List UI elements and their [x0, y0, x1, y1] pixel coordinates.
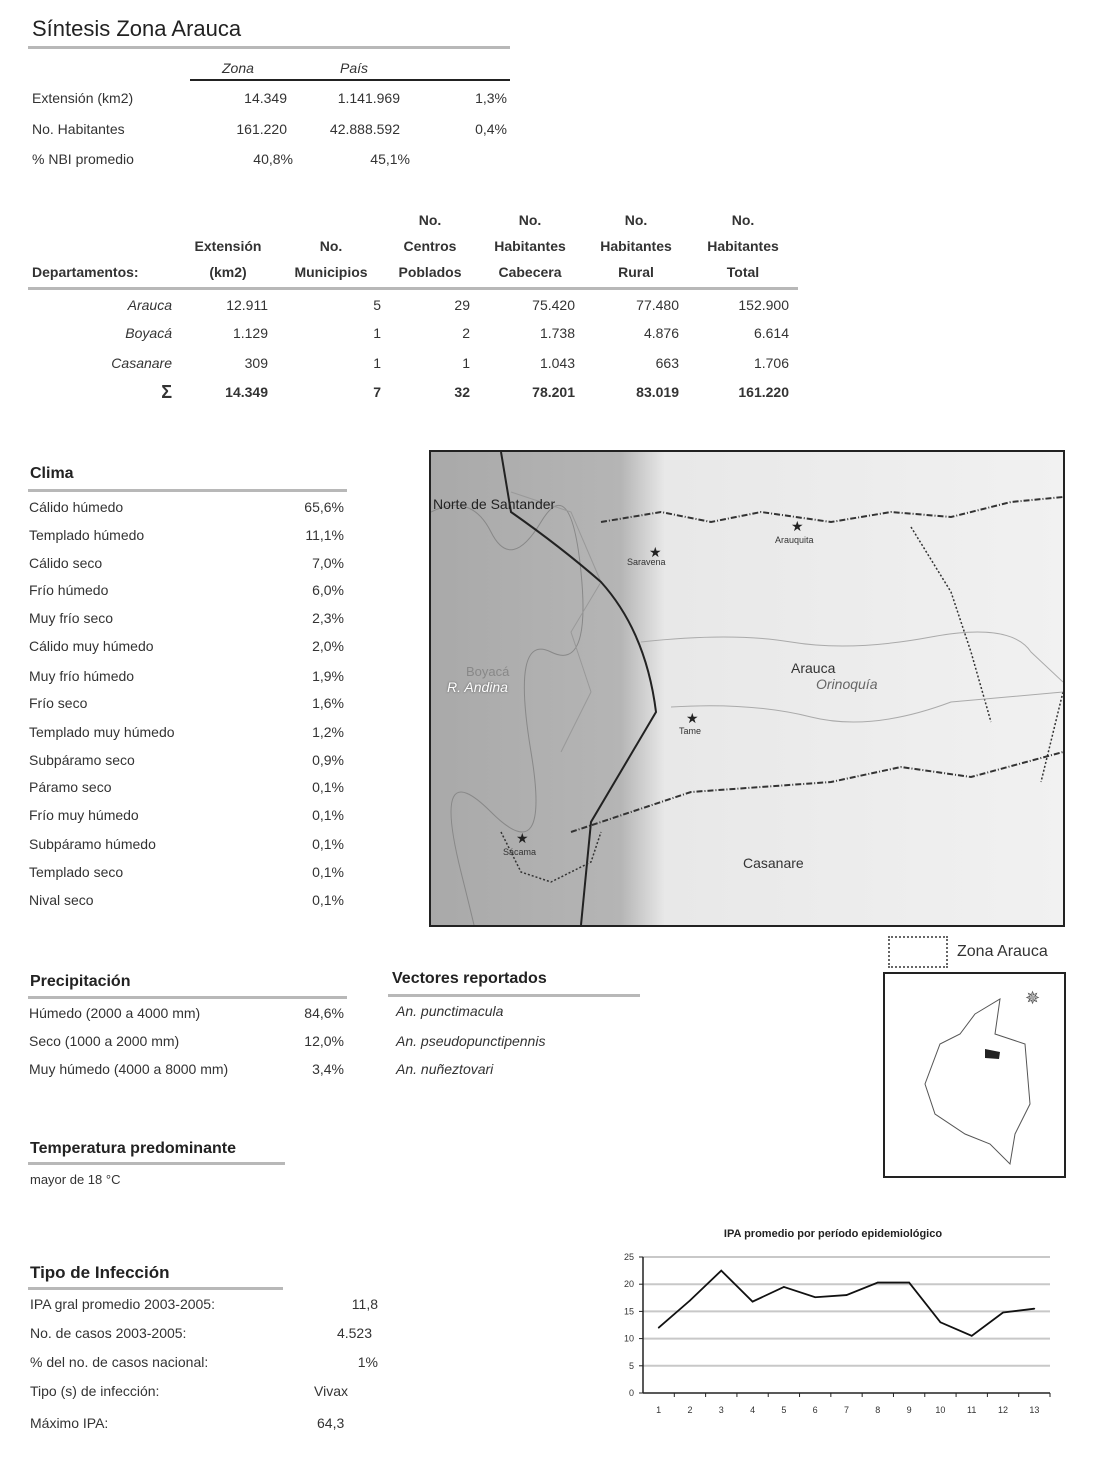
dept-header-municipios: Municipios [294, 264, 368, 280]
dept-cell-cab: 1.738 [539, 325, 575, 341]
page-title: Síntesis Zona Arauca [32, 16, 242, 41]
dept-total-cen: 32 [454, 384, 470, 400]
precipitacion-divider [28, 996, 347, 999]
x-tick-label: 12 [998, 1405, 1009, 1415]
summary-pais-value: 42.888.592 [329, 121, 400, 137]
summary-pct-value: 1,3% [475, 90, 507, 106]
precipitacion-title: Precipitación [30, 973, 131, 990]
dept-header-label: Departamentos: [32, 264, 139, 280]
y-tick-label: 10 [623, 1333, 634, 1344]
col-pais: País [340, 60, 369, 76]
map-label-saravena: Saravena [627, 557, 666, 567]
dept-cell-tot: 152.900 [738, 297, 789, 313]
dept-header-cabecera: Habitantes [494, 238, 566, 254]
x-tick-label: 8 [875, 1405, 881, 1415]
summary-pais-value: 45,1% [370, 151, 410, 167]
x-tick-label: 13 [1029, 1405, 1040, 1415]
clima-label: Frío seco [29, 695, 88, 711]
clima-value: 0,1% [312, 864, 344, 880]
inset-map-graphic [885, 974, 1064, 1176]
infeccion-label: No. de casos 2003-2005: [30, 1325, 187, 1341]
y-tick-label: 20 [623, 1279, 634, 1290]
ipa-data-point [752, 1301, 754, 1303]
dept-total-ext: 14.349 [225, 384, 268, 400]
col-zona: Zona [222, 60, 254, 76]
ipa-data-point [720, 1270, 722, 1272]
dept-header-centros: Poblados [398, 264, 462, 280]
inset-map [883, 972, 1066, 1178]
clima-value: 2,0% [312, 638, 344, 654]
precipitacion-label: Seco (1000 a 2000 mm) [29, 1033, 180, 1049]
dept-header-cabecera: Cabecera [498, 264, 562, 280]
clima-value: 1,2% [312, 724, 344, 740]
summary-zona-value: 161.220 [236, 121, 287, 137]
clima-value: 1,6% [312, 695, 344, 711]
clima-value: 7,0% [312, 555, 344, 571]
clima-label: Templado muy húmedo [29, 724, 175, 740]
dept-total-label: Σ [161, 382, 172, 402]
dept-cell-tot: 6.614 [753, 325, 789, 341]
clima-value: 2,3% [312, 610, 344, 626]
clima-value: 0,1% [312, 807, 344, 823]
precipitacion-label: Muy húmedo (4000 a 8000 mm) [29, 1061, 229, 1077]
temperatura-divider [28, 1162, 285, 1165]
saravena-marker-icon: ★ [649, 544, 662, 560]
dept-cell-rur: 663 [655, 355, 679, 371]
dept-cell-rur: 4.876 [643, 325, 679, 341]
summary-pct-value: 0,4% [475, 121, 507, 137]
sacama-marker-icon: ★ [516, 830, 529, 846]
dept-cell-mun: 5 [373, 297, 381, 313]
precipitacion-value: 3,4% [312, 1061, 344, 1077]
dept-header-rural: Habitantes [600, 238, 672, 254]
dept-cell-ext: 309 [244, 355, 268, 371]
dept-cell-tot: 1.706 [753, 355, 789, 371]
map-label-andina: R. Andina [447, 679, 508, 695]
y-tick-label: 25 [623, 1252, 634, 1262]
infeccion-title: Tipo de Infección [30, 1263, 170, 1282]
clima-value: 65,6% [304, 499, 344, 515]
precipitacion-value: 12,0% [304, 1033, 344, 1049]
dept-cell-cen: 29 [454, 297, 470, 313]
map-label-tame: Tame [679, 726, 702, 736]
dept-cell-ext: 12.911 [226, 297, 268, 313]
precipitacion-value: 84,6% [304, 1005, 344, 1021]
clima-label: Cálido húmedo [29, 499, 124, 515]
summary-header-line [190, 79, 510, 81]
map-label-sacama: Sácama [503, 847, 537, 857]
dept-header-total: Total [726, 264, 760, 280]
clima-divider [28, 489, 347, 492]
ipa-data-point [940, 1321, 942, 1323]
dept-row-name: Boyacá [125, 325, 172, 341]
x-tick-label: 2 [687, 1405, 693, 1415]
clima-label: Cálido muy húmedo [29, 638, 154, 654]
ipa-data-point [846, 1294, 848, 1296]
clima-label: Subpáramo seco [29, 752, 135, 768]
ipa-data-point [1034, 1308, 1036, 1310]
dept-header-extension: (km2) [209, 264, 247, 280]
dept-header-total: No. [731, 212, 755, 228]
clima-label: Cálido seco [29, 555, 103, 571]
map-label-norte-santander: Norte de Santander [433, 496, 556, 512]
vector-item: An. pseudopunctipennis [396, 1033, 546, 1049]
ipa-data-point [658, 1327, 660, 1329]
clima-value: 1,9% [312, 668, 344, 684]
ipa-data-point [877, 1282, 879, 1284]
x-tick-label: 6 [812, 1405, 818, 1415]
precipitacion-label: Húmedo (2000 a 4000 mm) [29, 1005, 201, 1021]
clima-label: Muy frío húmedo [29, 668, 135, 684]
ipa-data-point [689, 1300, 691, 1302]
dept-total-tot: 161.220 [738, 384, 789, 400]
infeccion-value: Vivax [314, 1383, 348, 1399]
clima-label: Subpáramo húmedo [29, 836, 156, 852]
dept-header-centros: No. [418, 212, 442, 228]
dept-cell-ext: 1.129 [232, 325, 268, 341]
clima-label: Páramo seco [29, 779, 112, 795]
dept-header-municipios: No. [319, 238, 343, 254]
x-tick-label: 1 [656, 1405, 662, 1415]
dept-header-centros: Centros [403, 238, 457, 254]
clima-label: Templado húmedo [29, 527, 145, 543]
dept-cell-cen: 2 [462, 325, 470, 341]
map-label-boyaca: Boyacá [466, 664, 510, 679]
infeccion-value: 11,8 [351, 1296, 378, 1312]
vectores-title: Vectores reportados [392, 970, 547, 987]
ipa-data-point [908, 1282, 910, 1284]
ipa-series-line [659, 1271, 1035, 1336]
legend-swatch [888, 936, 948, 968]
clima-value: 11,1% [305, 527, 344, 543]
infeccion-value: 64,3 [317, 1415, 345, 1431]
dept-cell-mun: 1 [373, 355, 381, 371]
y-tick-label: 0 [628, 1388, 634, 1398]
dept-header-cabecera: No. [518, 212, 542, 228]
tame-marker-icon: ★ [686, 710, 699, 726]
x-tick-label: 11 [967, 1405, 977, 1415]
dept-header-total: Habitantes [707, 238, 779, 254]
dept-header-rural: No. [624, 212, 648, 228]
dept-cell-cab: 75.420 [532, 297, 575, 313]
ipa-data-point [814, 1296, 816, 1298]
x-tick-label: 3 [718, 1405, 724, 1415]
clima-value: 0,9% [312, 752, 344, 768]
summary-row-label: No. Habitantes [32, 121, 125, 137]
clima-label: Frío húmedo [29, 582, 109, 598]
dept-cell-rur: 77.480 [636, 297, 679, 313]
clima-value: 0,1% [312, 892, 344, 908]
x-tick-label: 4 [750, 1405, 756, 1415]
chart-title: IPA promedio por período epidemiológico [723, 1228, 943, 1240]
x-tick-label: 10 [935, 1405, 946, 1415]
map-label-casanare: Casanare [743, 855, 804, 871]
clima-label: Nival seco [29, 892, 94, 908]
dept-cell-mun: 1 [373, 325, 381, 341]
infeccion-label: Máximo IPA: [30, 1415, 109, 1431]
dept-total-mun: 7 [373, 384, 381, 400]
clima-label: Frío muy húmedo [29, 807, 139, 823]
clima-label: Templado seco [29, 864, 124, 880]
dept-cell-cab: 1.043 [539, 355, 575, 371]
dept-header-rural: Rural [618, 264, 654, 280]
dept-row-name: Casanare [111, 355, 172, 371]
clima-title: Clima [30, 465, 74, 482]
summary-row-label: Extensión (km2) [32, 90, 134, 106]
vector-item: An. nuñeztovari [396, 1061, 494, 1077]
summary-zona-value: 40,8% [253, 151, 293, 167]
dept-header-extension: Extensión [194, 238, 262, 254]
map-label-arauca: Arauca [791, 660, 836, 676]
arauquita-marker-icon: ★ [791, 518, 804, 534]
temperatura-value: mayor de 18 °C [30, 1172, 121, 1187]
dept-total-rur: 83.019 [636, 384, 679, 400]
infeccion-value: 4.523 [336, 1325, 372, 1341]
dept-header-divider [28, 287, 798, 290]
clima-value: 6,0% [312, 582, 344, 598]
infeccion-divider [28, 1287, 283, 1290]
infeccion-label: % del no. de casos nacional: [30, 1354, 209, 1370]
temperatura-title: Temperatura predominante [30, 1140, 236, 1157]
ipa-data-point [971, 1335, 973, 1337]
vector-item: An. punctimacula [396, 1003, 504, 1019]
infeccion-value: 1% [357, 1354, 378, 1370]
summary-row-label: % NBI promedio [32, 151, 134, 167]
dept-total-cab: 78.201 [532, 384, 575, 400]
summary-zona-value: 14.349 [244, 90, 287, 106]
compass-icon: ✵ [1025, 988, 1041, 1008]
infeccion-label: IPA gral promedio 2003-2005: [30, 1296, 215, 1312]
dept-cell-cen: 1 [462, 355, 470, 371]
x-tick-label: 9 [906, 1405, 912, 1415]
map-label-orinoquia: Orinoquía [816, 676, 878, 692]
x-tick-label: 5 [781, 1405, 787, 1415]
dept-row-name: Arauca [127, 297, 172, 313]
summary-pais-value: 1.141.969 [337, 90, 400, 106]
vectores-divider [388, 994, 640, 997]
title-divider [28, 46, 510, 49]
ipa-data-point [783, 1286, 785, 1288]
clima-label: Muy frío seco [29, 610, 114, 626]
map-label-arauquita: Arauquita [775, 535, 814, 545]
infeccion-label: Tipo (s) de infección: [30, 1383, 160, 1399]
y-tick-label: 15 [623, 1306, 634, 1317]
map [429, 450, 1065, 927]
ipa-data-point [1002, 1312, 1004, 1314]
y-tick-label: 5 [628, 1360, 634, 1371]
clima-value: 0,1% [312, 779, 344, 795]
clima-value: 0,1% [312, 836, 344, 852]
ipa-chart [600, 1220, 1070, 1430]
legend-label: Zona Arauca [957, 943, 1048, 960]
x-tick-label: 7 [843, 1405, 850, 1415]
